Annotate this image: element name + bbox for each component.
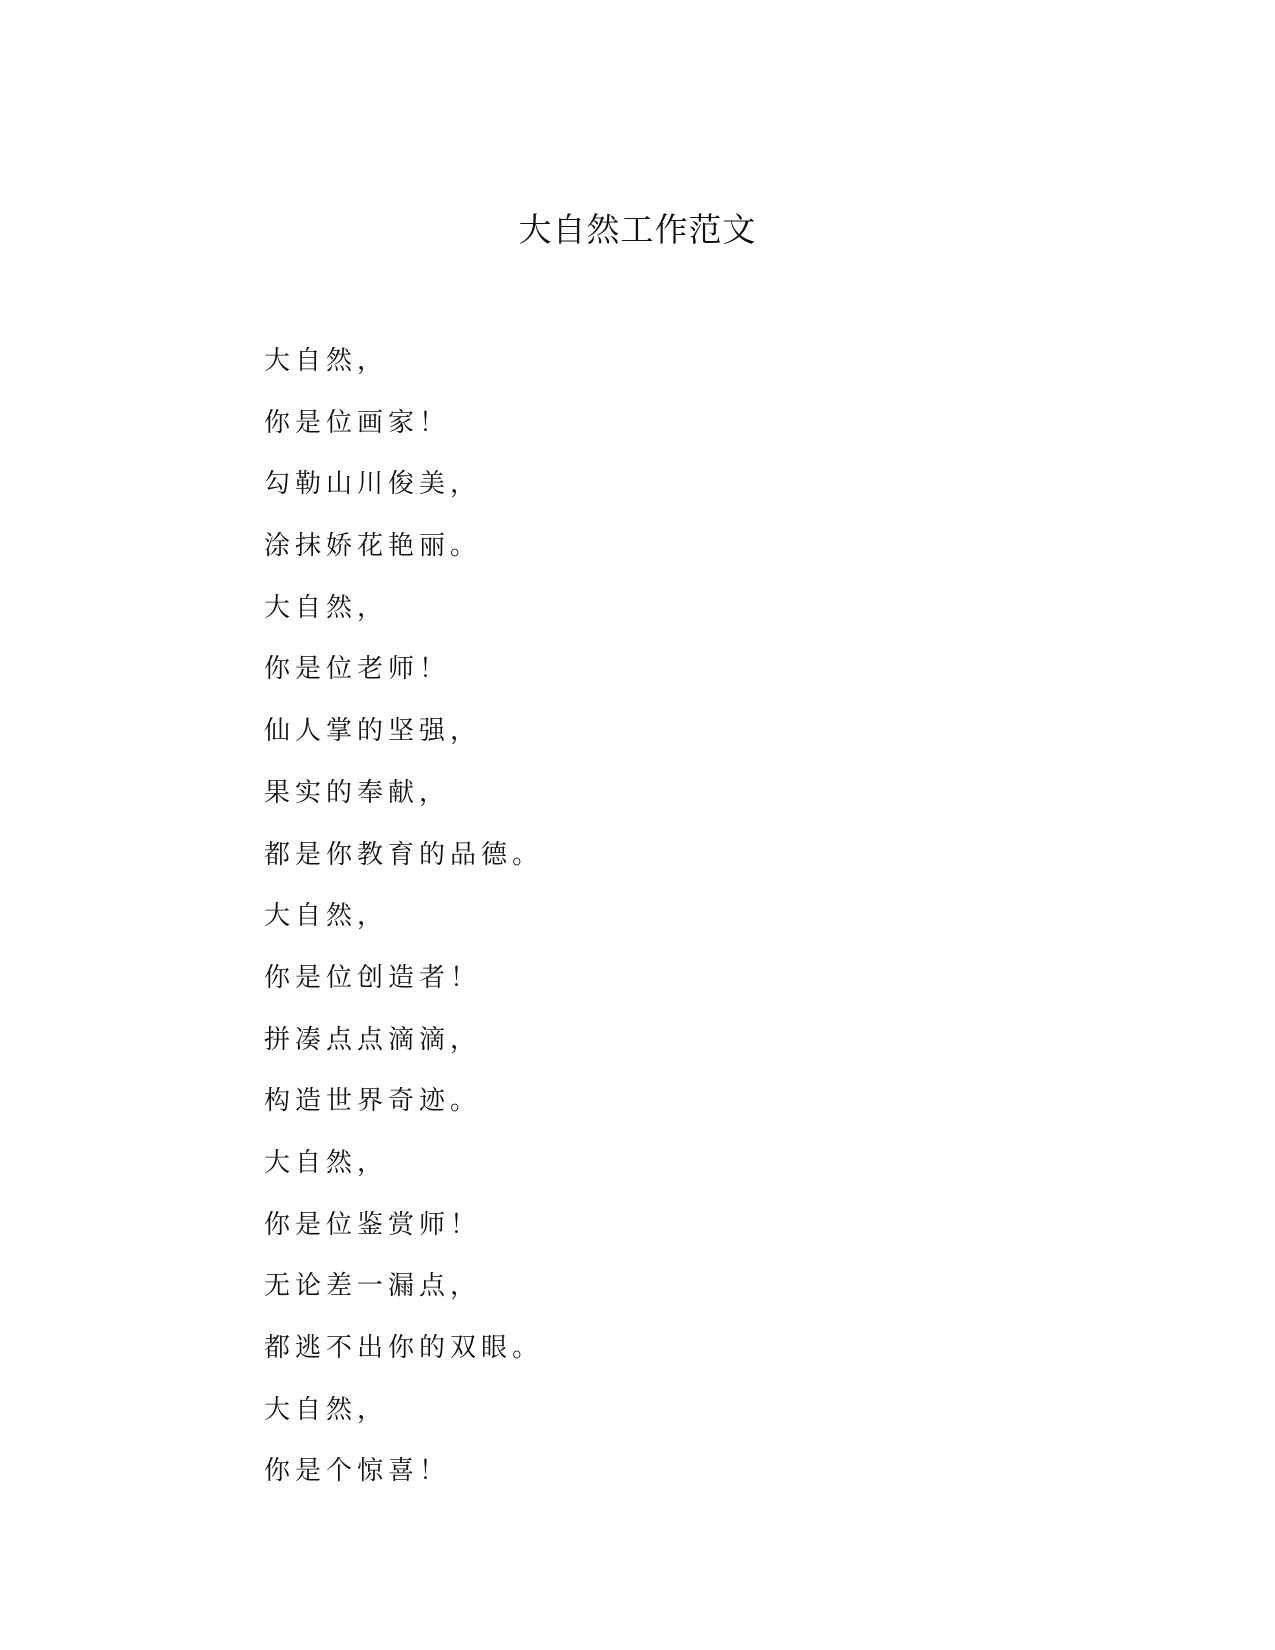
poem-line: 你是个惊喜！ (264, 1456, 451, 1487)
poem-line: 大自然， (264, 346, 389, 376)
poem-line: 构造世界奇迹。 (264, 1086, 482, 1117)
poem-body (264, 331, 543, 1503)
poem-line: 拼凑点点滴滴， (264, 1024, 482, 1055)
poem-line: 大自然， (264, 592, 389, 623)
poem-line: 你是位创造者！ (264, 962, 482, 993)
poem-line: 大自然， (264, 901, 389, 932)
poem-line: 你是位鉴赏师！ (264, 1209, 482, 1240)
poem-line: 你是位画家！ (264, 407, 451, 438)
poem-line: 都是你教育的品德。 (264, 839, 544, 870)
poem-line: 涂抹娇花艳丽。 (264, 531, 482, 562)
poem-line: 无论差一漏点， (264, 1271, 482, 1302)
poem-line: 你是位老师！ (264, 654, 451, 685)
poem-line: 大自然， (264, 1394, 389, 1425)
poem-line: 大自然， (264, 1147, 389, 1178)
document-title: 大自然工作范文 (518, 210, 757, 249)
poem-line: 仙人掌的坚强， (264, 716, 482, 747)
poem-line: 都逃不出你的双眼。 (264, 1333, 544, 1363)
poem-line: 勾勒山川俊美， (264, 469, 482, 500)
poem-line: 果实的奉献， (264, 777, 451, 808)
